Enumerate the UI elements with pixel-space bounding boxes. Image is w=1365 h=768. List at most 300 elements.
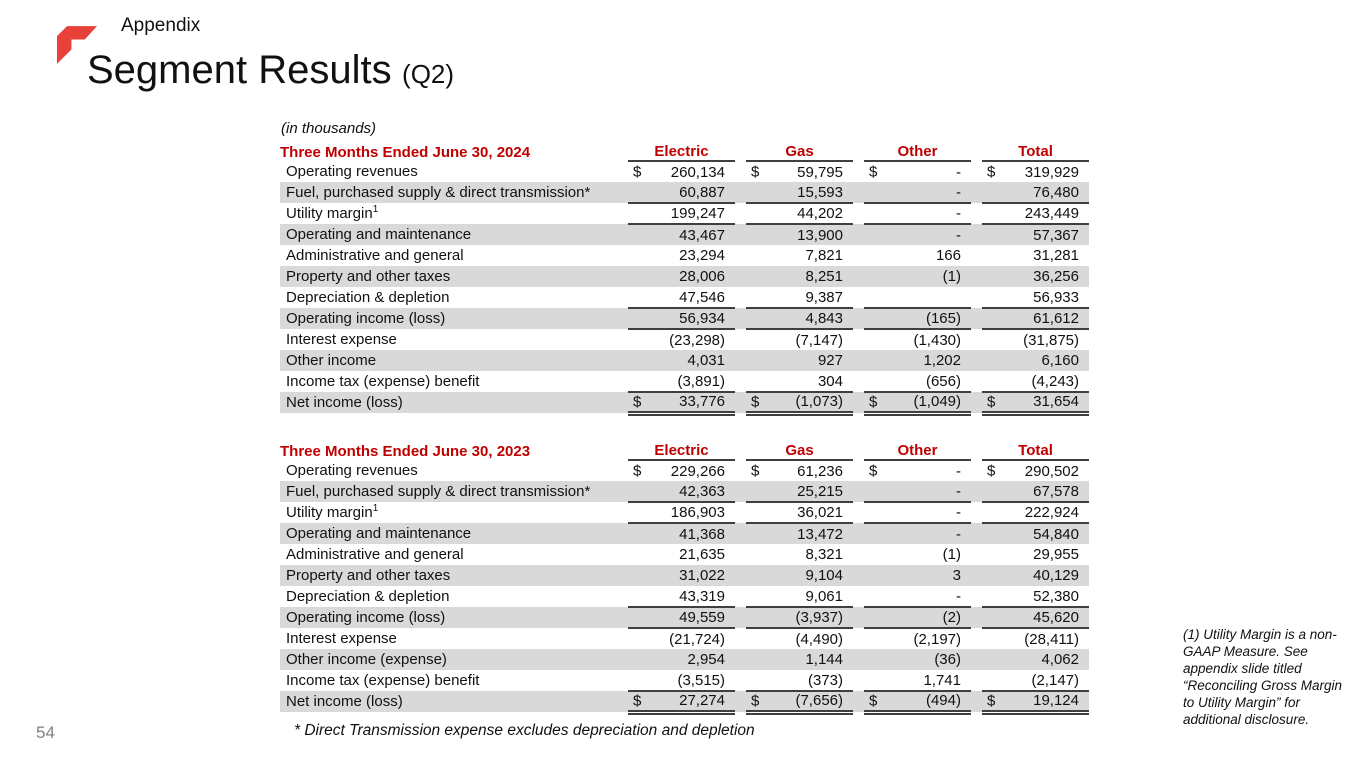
cell-gas [746,460,853,481]
cell-other [864,329,971,350]
column-gap [971,544,982,565]
cell-other [864,565,971,586]
row-label: Operating revenues [286,163,418,180]
column-gap [853,350,864,371]
cell-gas [746,670,853,691]
cell-gas [746,392,853,413]
utility-margin-sidenote: (1) Utility Margin is a non-GAAP Measure. See appendix slide titled “Reconciling Gross Margin to Utility Margin” for additional disclosure. [1183,627,1343,727]
cell-value: 76,480 [1033,183,1079,201]
cell-value: 9,387 [805,288,843,306]
dollar-sign: $ [987,692,996,710]
cell-value: 8,251 [805,268,843,285]
dollar-sign: $ [751,393,760,411]
column-gap [971,287,982,308]
column-gap [735,439,746,460]
dollar-sign: $ [751,462,760,480]
cell-value: 260,134 [670,163,725,181]
cell-value: - [956,587,961,605]
cell-value: 67,578 [1033,482,1079,500]
cell-gas [746,161,853,182]
column-gap [735,523,746,544]
cell-value: 4,031 [687,352,725,369]
appendix-label: Appendix [121,15,201,36]
column-gap [971,371,982,392]
dollar-sign: $ [869,462,878,480]
cell-value: 13,472 [797,525,843,543]
column-gap [971,245,982,266]
column-gap [735,161,746,182]
page-title [87,48,454,93]
cell-total [982,502,1089,523]
cell-value: 199,247 [670,205,725,222]
dollar-sign: $ [869,393,878,411]
cell-value: (373) [807,671,843,689]
column-gap [735,287,746,308]
cell-total [982,460,1089,481]
cell-electric [628,308,735,329]
cell-other [864,607,971,628]
cell-gas [746,523,853,544]
row-label: Other income [280,350,628,371]
cell-value: 45,620 [1033,609,1079,626]
cell-total [982,224,1089,245]
cell-value: 1,202 [923,352,961,369]
column-header-electric: Electric [628,140,735,161]
cell-value: 61,612 [1033,310,1079,327]
column-gap [853,329,864,350]
dollar-sign: $ [869,163,878,181]
cell-gas [746,245,853,266]
column-gap [735,140,746,161]
cell-electric [628,586,735,607]
cell-value: (3,937) [795,609,843,626]
cell-electric [628,649,735,670]
row-label: Administrative and general [286,546,464,563]
table-row [280,266,1089,287]
table-row [280,245,1089,266]
cell-value: 47,546 [679,288,725,306]
cell-value: 49,559 [679,609,725,626]
column-gap [971,628,982,649]
column-gap [971,161,982,182]
column-gap [735,371,746,392]
column-gap [971,607,982,628]
column-gap [853,691,864,712]
column-gap [735,691,746,712]
cell-value: 6,160 [1041,352,1079,369]
cell-electric [628,224,735,245]
column-gap [853,140,864,161]
column-gap [971,481,982,502]
cell-other [864,544,971,565]
cell-value: 52,380 [1033,587,1079,605]
cell-value: (4,490) [795,630,843,648]
table-row [280,371,1089,392]
cell-value: 43,319 [679,587,725,605]
cell-electric [628,392,735,413]
cell-value: 36,256 [1033,268,1079,285]
table-row [280,308,1089,329]
cell-other [864,224,971,245]
cell-other [864,203,971,224]
table-row [280,287,1089,308]
cell-total [982,350,1089,371]
cell-value: 33,776 [679,393,725,411]
cell-gas [746,350,853,371]
cell-value: 40,129 [1033,567,1079,584]
column-gap [853,203,864,224]
cell-value: (7,147) [795,331,843,349]
column-gap [853,586,864,607]
column-gap [853,371,864,392]
column-gap [971,523,982,544]
cell-value: 31,022 [679,567,725,584]
cell-total [982,392,1089,413]
cell-value: 4,062 [1041,651,1079,668]
cell-value: 1,144 [805,651,843,668]
cell-other [864,182,971,203]
column-header-other: Other [864,439,971,460]
column-header-gas: Gas [746,140,853,161]
cell-gas [746,628,853,649]
cell-gas [746,565,853,586]
cell-value: (3,891) [677,372,725,390]
cell-value: 243,449 [1024,205,1079,222]
cell-electric [628,565,735,586]
column-gap [735,607,746,628]
row-label: Utility margin$^1$ [286,204,379,222]
column-gap [971,649,982,670]
dollar-sign: $ [633,692,642,710]
row-label: Operating income (loss) [280,607,628,628]
cell-electric [628,607,735,628]
cell-electric [628,481,735,502]
cell-gas [746,607,853,628]
column-gap [971,140,982,161]
column-gap [735,586,746,607]
cell-value: (31,875) [1023,331,1079,349]
row-label: Depreciation & depletion [286,588,450,605]
row-label: Utility margin$^1$ [286,503,379,521]
page-title-main: Segment Results [87,48,392,92]
table-row [280,224,1089,245]
table-header-row [280,140,1089,161]
cell-value: - [956,504,961,521]
cell-value: 927 [817,352,843,369]
row-label: Net income (loss) [280,392,628,413]
cell-other [864,523,971,544]
column-gap [853,607,864,628]
table-row [280,502,1089,523]
column-gap [735,481,746,502]
row-label: Operating and maintenance [280,224,628,245]
table-row [280,392,1089,413]
column-header-gas: Gas [746,439,853,460]
cell-electric [628,371,735,392]
cell-electric [628,523,735,544]
cell-value: (2) [942,609,961,626]
cell-value: - [956,163,961,181]
cell-value: 42,363 [679,482,725,500]
cell-value: 9,061 [805,587,843,605]
cell-value: 27,274 [679,692,725,710]
cell-total [982,161,1089,182]
row-label: Property and other taxes [280,565,628,586]
column-header-other: Other [864,140,971,161]
cell-gas [746,481,853,502]
column-gap [971,392,982,413]
cell-value: 15,593 [797,183,843,201]
cell-gas [746,203,853,224]
column-gap [971,670,982,691]
cell-value: 7,821 [805,247,843,264]
column-gap [971,266,982,287]
cell-total [982,523,1089,544]
cell-value: 31,281 [1033,247,1079,264]
cell-value: (7,656) [795,692,843,710]
column-gap [735,224,746,245]
cell-total [982,371,1089,392]
table-row [280,329,1089,350]
cell-electric [628,329,735,350]
row-label: Other income (expense) [280,649,628,670]
column-gap [971,439,982,460]
cell-gas [746,371,853,392]
column-gap [853,182,864,203]
row-label: Income tax (expense) benefit [286,373,480,390]
column-gap [735,203,746,224]
cell-other [864,586,971,607]
column-gap [735,182,746,203]
cell-other [864,691,971,712]
row-label: Operating and maintenance [280,523,628,544]
row-label: Operating income (loss) [280,308,628,329]
column-gap [853,308,864,329]
row-label: Fuel, purchased supply & direct transmission* [280,182,628,203]
cell-other [864,628,971,649]
row-label: Fuel, purchased supply & direct transmission* [280,481,628,502]
row-label: Depreciation & depletion [286,289,450,306]
cell-value: - [956,462,961,480]
table-row [280,481,1089,502]
cell-value: 4,843 [805,310,843,327]
column-gap [853,565,864,586]
dollar-sign: $ [751,692,760,710]
row-label: Net income (loss) [280,691,628,712]
cell-value: 8,321 [805,546,843,563]
column-gap [735,565,746,586]
table-row [280,649,1089,670]
cell-value: 61,236 [797,462,843,480]
cell-value: (2,147) [1031,671,1079,689]
cell-total [982,628,1089,649]
cell-electric [628,628,735,649]
cell-value: - [956,482,961,500]
cell-value: 44,202 [797,205,843,222]
column-gap [971,329,982,350]
cell-other [864,392,971,413]
cell-total [982,308,1089,329]
cell-other [864,350,971,371]
column-gap [735,649,746,670]
table-row [280,586,1089,607]
period-label: Three Months Ended June 30, 2024 [280,144,531,161]
table-row [280,544,1089,565]
cell-value: 1,741 [923,671,961,689]
column-gap [971,182,982,203]
cell-value: - [956,205,961,222]
column-gap [971,308,982,329]
cell-other [864,481,971,502]
row-label: Property and other taxes [280,266,628,287]
cell-value: (28,411) [1024,630,1079,648]
table-row [280,691,1089,712]
cell-electric [628,245,735,266]
column-gap [853,266,864,287]
cell-electric [628,161,735,182]
column-gap [853,670,864,691]
column-gap [971,224,982,245]
cell-total [982,329,1089,350]
cell-value: 229,266 [670,462,725,480]
column-gap [735,460,746,481]
cell-total [982,245,1089,266]
cell-value: (165) [925,310,961,327]
column-gap [853,161,864,182]
cell-gas [746,224,853,245]
cell-value: 28,006 [679,268,725,285]
cell-value: 19,124 [1033,692,1079,710]
table-row [280,607,1089,628]
cell-other [864,161,971,182]
units-label: (in thousands) [281,120,377,137]
cell-value: 186,903 [670,504,725,521]
cell-electric [628,203,735,224]
column-gap [853,544,864,565]
row-label: Interest expense [286,331,397,348]
cell-value: (36) [934,651,961,668]
cell-total [982,649,1089,670]
cell-value: 290,502 [1024,462,1079,480]
cell-total [982,203,1089,224]
cell-value: 29,955 [1033,546,1079,563]
column-header-electric: Electric [628,439,735,460]
cell-value: 3 [952,567,961,584]
cell-electric [628,287,735,308]
column-gap [853,224,864,245]
cell-gas [746,329,853,350]
row-label: Operating revenues [286,462,418,479]
cell-value: (1,430) [913,331,961,349]
column-gap [971,203,982,224]
cell-value: (1) [942,268,961,285]
column-gap [853,502,864,523]
cell-value: 59,795 [797,163,843,181]
table-row [280,523,1089,544]
cell-total [982,691,1089,712]
segment-results-table-2023 [280,439,1089,715]
cell-total [982,607,1089,628]
column-gap [735,628,746,649]
cell-value: 23,294 [679,247,725,264]
cell-value: - [956,183,961,201]
cell-electric [628,266,735,287]
cell-total [982,266,1089,287]
cell-value: 31,654 [1033,393,1079,411]
cell-value: (23,298) [669,331,725,349]
page-title-suffix: (Q2) [402,59,455,89]
column-gap [853,287,864,308]
row-label: Income tax (expense) benefit [286,672,480,689]
table-row [280,182,1089,203]
cell-value: 36,021 [797,504,843,521]
cell-other [864,460,971,481]
cell-value: 25,215 [797,482,843,500]
cell-value: - [956,525,961,543]
cell-value: 21,635 [679,546,725,563]
cell-value: 13,900 [797,226,843,244]
cell-value: 56,934 [679,310,725,327]
column-gap [735,502,746,523]
segment-results-table-2024 [280,140,1089,416]
cell-other [864,670,971,691]
cell-gas [746,544,853,565]
cell-value: 43,467 [679,226,725,244]
column-gap [971,586,982,607]
direct-transmission-footnote: * Direct Transmission expense excludes depreciation and depletion [294,722,755,739]
table-row [280,350,1089,371]
cell-value: - [956,226,961,244]
column-gap [971,460,982,481]
cell-value: (494) [925,692,961,710]
dollar-sign: $ [987,393,996,411]
dollar-sign: $ [633,393,642,411]
column-gap [735,544,746,565]
cell-value: 57,367 [1033,226,1079,244]
cell-value: (1) [942,546,961,563]
cell-electric [628,544,735,565]
cell-gas [746,182,853,203]
cell-value: 166 [935,247,961,264]
cell-gas [746,649,853,670]
cell-value: (1,049) [913,393,961,411]
cell-value: 222,924 [1024,504,1079,521]
row-label: Interest expense [286,630,397,647]
cell-electric [628,350,735,371]
table-header-row [280,439,1089,460]
cell-electric [628,182,735,203]
cell-value: (21,724) [669,630,725,648]
table-row [280,565,1089,586]
dollar-sign: $ [987,462,996,480]
cell-value: (2,197) [913,630,961,648]
column-gap [735,245,746,266]
cell-total [982,586,1089,607]
cell-value: (4,243) [1031,372,1079,390]
column-gap [853,245,864,266]
cell-value: (656) [925,372,961,390]
column-header-total: Total [982,140,1089,161]
column-gap [735,266,746,287]
column-gap [853,439,864,460]
cell-value: 54,840 [1033,525,1079,543]
dollar-sign: $ [869,692,878,710]
column-gap [735,350,746,371]
table-row [280,670,1089,691]
dollar-sign: $ [751,163,760,181]
table-row [280,161,1089,182]
column-gap [735,392,746,413]
